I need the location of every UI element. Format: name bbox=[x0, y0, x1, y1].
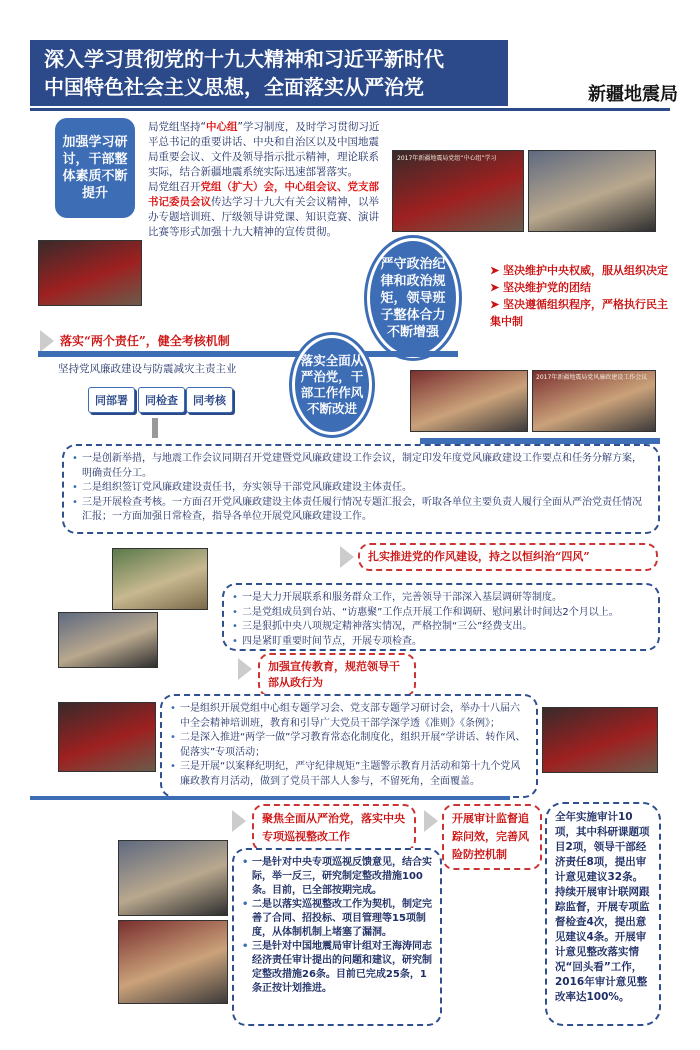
discipline-item: ➤ 坚决遵循组织程序，严格执行民主集中制 bbox=[490, 298, 669, 328]
list-item: • 三是开展“以案释纪明纪，严守纪律规矩”主题警示教育月活动和第十九个党风廉政教育月活动，做到了党员干部人人参与，不留死角，全面覆盖。 bbox=[170, 760, 528, 789]
list-item: • 二是党组成员到台站、“访惠聚”工作点开展工作和调研、慰问累计时间达2个月以上。 bbox=[232, 606, 650, 621]
section-bar bbox=[38, 351, 458, 357]
conference-photo bbox=[392, 150, 524, 232]
responsibility-banner: 落实“两个责任”，健全考核机制 bbox=[60, 334, 230, 348]
list-item: • 一是大力开展联系和服务群众工作，完善领导干部深入基层调研等制度。 bbox=[232, 591, 650, 606]
seminar-photo bbox=[528, 150, 656, 232]
responsibility-subtitle: 坚持党风廉政建设与防震减灾主责主业 bbox=[58, 363, 237, 375]
title-line-1: 深入学习贯彻党的十九大精神和习近平新时代 bbox=[44, 47, 444, 71]
list-item: • 一是组织开展党组中心组专题学习会、党支部专题学习研讨会，举办十八届六中全会精神培训班，教育和引导广大党员干部学深学透《准则》《条例》； bbox=[170, 702, 528, 731]
education-banner: 加强宣传教育，规范领导干部从政行为 bbox=[258, 653, 416, 697]
tag-inspect: 同检查 bbox=[138, 387, 185, 413]
conference-photo-caption: 2017年新疆地震局党组“中心组”学习 bbox=[397, 155, 497, 162]
arrow-icon bbox=[238, 658, 252, 680]
list-item: • 四是紧盯重要时间节点，开展专项检查。 bbox=[232, 635, 650, 650]
assembly-photo bbox=[542, 707, 658, 773]
header-rule bbox=[30, 108, 670, 111]
study-text: 局党组坚持“中心组”学习制度，及时学习贯彻习近平总书记的重要讲话、中央和自治区以及中国地震局重要会议、文件及领导指示批示精神，理论联系实际，结合新疆地震系统实际迅速部署落实。 局党组召开党组（扩大）会，中心组会议、党支部书记委员会议传达学习十九大有关会议精神，以举办专题培训班、厅级领导讲党课、知识竞赛、演讲比赛等形式加强十九大精神的宣传贯彻。 bbox=[148, 121, 380, 238]
list-item: • 一是创新举措，与地震工作会议同期召开党建暨党风廉政建设工作会议，制定印发年度党风廉政建设工作要点和任务分解方案，明确责任分工。 bbox=[72, 452, 650, 481]
responsibility-box bbox=[62, 444, 660, 534]
inspection-photo bbox=[118, 840, 228, 916]
list-item: • 三是针对中国地震局审计组对王海涛同志经济责任审计提出的问题和建议，研究制定整改措施26条。目前已完成25条，1条正按计划推进。 bbox=[242, 940, 432, 996]
audit-box: 全年实施审计10项，其中科研课题项目2项，领导干部经济责任8项，提出审计意见建议32条。持续开展审计联网跟踪监督，开展专项监督检查4次，提出意见建议4条。开展审计意见整改落实情况“回头看”工作，2016年审计意见整改率达100%。 bbox=[545, 802, 661, 1026]
org-name: 新疆地震局 bbox=[588, 84, 678, 105]
arrow-icon bbox=[424, 810, 438, 832]
list-item: • 三是狠抓中央八项规定精神落实情况，严格控制“三公”经费支出。 bbox=[232, 620, 650, 635]
discipline-badge: 严守政治纪律和政治规矩，领导班子整体合力不断增强 bbox=[367, 238, 459, 358]
title-line-2: 中国特色社会主义思想，全面落实从严治党 bbox=[44, 75, 424, 99]
audit-banner: 开展审计监督追踪问效，完善风险防控机制 bbox=[442, 804, 542, 870]
meeting-photo bbox=[532, 370, 656, 432]
list-item: • 二是以落实巡视整改工作为契机，制定完善了合同、招投标、项目管理等15项制度，从体制机制上堵塞了漏洞。 bbox=[242, 898, 432, 940]
work-style-banner: 扎实推进党的作风建设，持之以恒纠治“四风” bbox=[358, 543, 658, 571]
list-item: • 二是组织签订党风廉政建设责任书，夯实领导干部党风廉政建设主体责任。 bbox=[72, 481, 650, 496]
arrow-icon bbox=[232, 810, 246, 832]
meeting-photo-caption: 2017年新疆地震局党风廉政建设工作会议 bbox=[536, 374, 648, 381]
field-photo bbox=[112, 548, 208, 610]
study-badge: 加强学习研讨，干部整体素质不断提升 bbox=[55, 118, 135, 218]
list-item: • 三是开展检查考核。一方面召开党风廉政建设主体责任履行情况专题汇报会，听取各单位主要负责人履行全面从严治党责任情况汇报；一方面加强日常检查，指导各单位开展党风廉政建设工作。 bbox=[72, 496, 650, 525]
work-style-box bbox=[222, 583, 660, 651]
education-box bbox=[160, 694, 538, 798]
tag-deploy: 同部署 bbox=[88, 387, 135, 413]
discipline-item: ➤ 坚决维护党的团结 bbox=[490, 281, 592, 294]
list-item: • 一是针对中央专项巡视反馈意见，结合实际，举一反三，研究制定整改措施100条。目前，已全部按期完成。 bbox=[242, 856, 432, 898]
meeting-photo bbox=[410, 370, 528, 432]
down-arrow-icon bbox=[152, 418, 158, 438]
lecture-photo bbox=[58, 702, 156, 772]
meeting-photo bbox=[38, 240, 142, 306]
work-style-badge: 落实全面从严治党，干部工作作风不断改进 bbox=[292, 335, 372, 435]
list-item: • 二是深入推进“两学一做”学习教育常态化制度化，组织开展“学讲话、转作风、促落实”专项活动； bbox=[170, 731, 528, 760]
inspection-banner: 聚焦全面从严治党，落实中央专项巡视整改工作 bbox=[252, 804, 416, 852]
classroom-photo bbox=[58, 612, 158, 668]
arrow-icon bbox=[340, 546, 354, 568]
discipline-list bbox=[490, 262, 670, 330]
section-bar bbox=[30, 796, 510, 800]
arrow-icon bbox=[40, 330, 54, 352]
tag-assess: 同考核 bbox=[186, 387, 233, 413]
discipline-item: ➤ 坚决维护中央权威，服从组织决定 bbox=[490, 264, 669, 277]
visit-photo bbox=[118, 920, 228, 1004]
inspection-box bbox=[232, 848, 442, 1026]
page-title bbox=[30, 40, 508, 106]
